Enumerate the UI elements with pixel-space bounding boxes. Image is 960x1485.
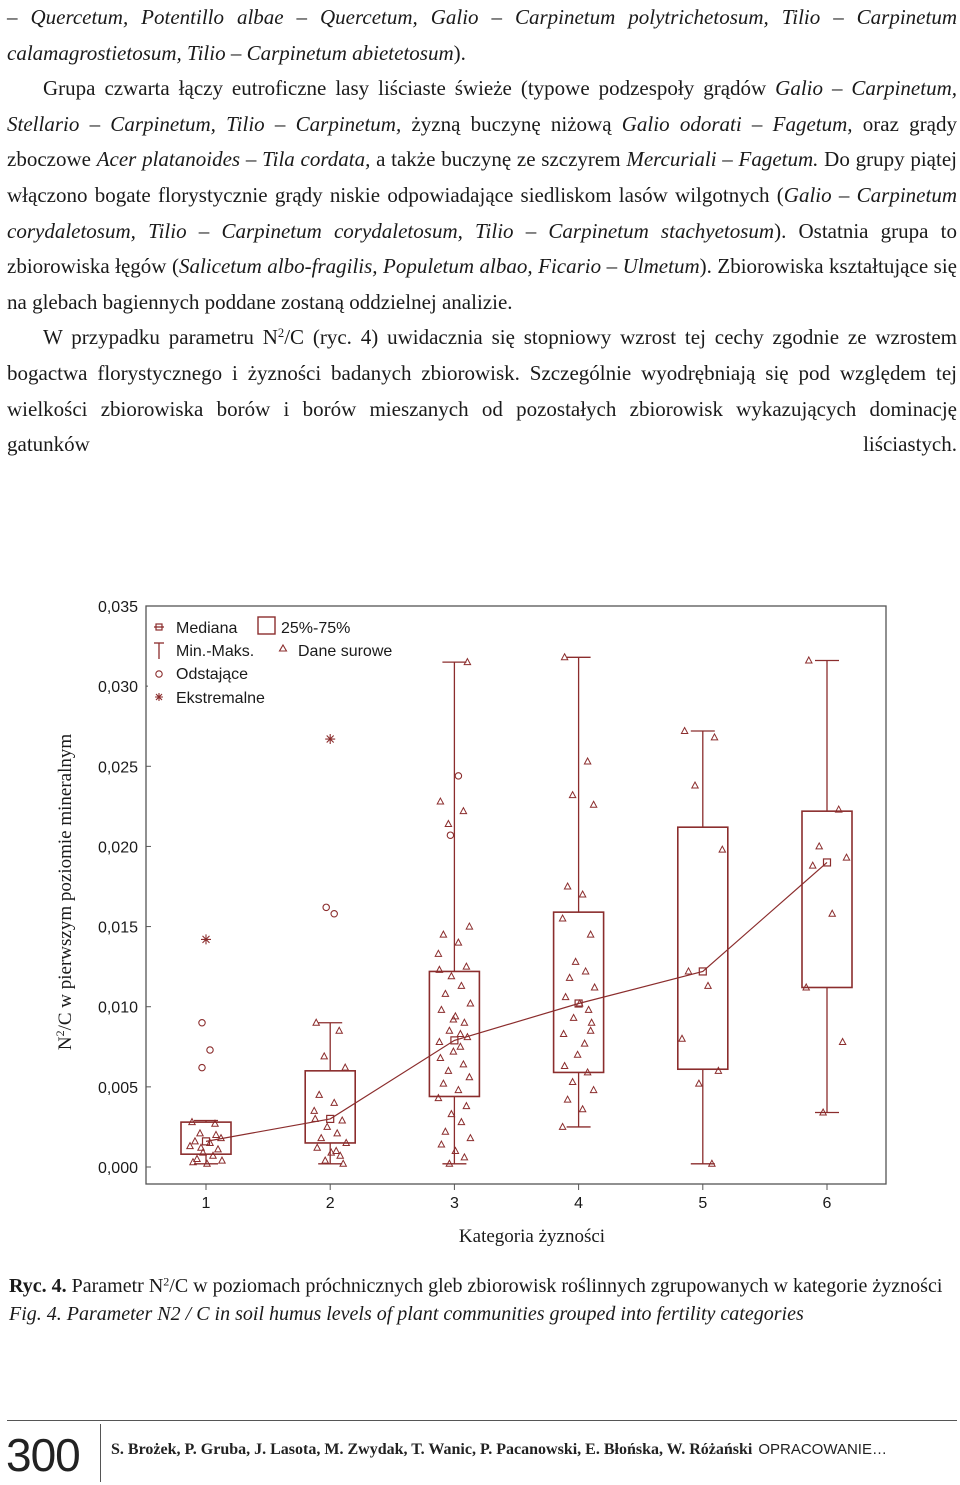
raw-point xyxy=(458,1119,464,1125)
figure-caption xyxy=(9,1272,949,1328)
raw-point xyxy=(435,950,441,956)
raw-point xyxy=(322,1157,328,1163)
raw-point xyxy=(467,1000,473,1006)
raw-point xyxy=(457,1030,463,1036)
raw-point xyxy=(446,1027,452,1033)
x-tick-label: 2 xyxy=(325,1195,335,1212)
extreme-point xyxy=(325,734,335,744)
raw-point xyxy=(318,1135,324,1141)
y-tick-label: 0,030 xyxy=(97,679,138,697)
raw-point xyxy=(215,1146,221,1152)
y-tick-label: 0,020 xyxy=(97,839,138,857)
raw-point xyxy=(314,1144,320,1150)
x-tick-label: 1 xyxy=(201,1195,211,1212)
box-series xyxy=(181,654,852,1167)
raw-point xyxy=(435,1095,441,1101)
raw-point xyxy=(450,1048,456,1054)
raw-point xyxy=(339,1117,345,1123)
legend xyxy=(148,610,410,708)
raw-point xyxy=(561,1063,567,1069)
raw-point xyxy=(197,1130,203,1136)
raw-point xyxy=(810,862,816,868)
extreme-point xyxy=(201,934,211,944)
raw-point xyxy=(324,1123,330,1129)
raw-point xyxy=(590,1087,596,1093)
raw-point xyxy=(588,1019,594,1025)
y-tick-label: 0,010 xyxy=(97,999,138,1017)
x-axis xyxy=(202,1184,832,1212)
box-iqr xyxy=(554,912,604,1072)
outlier-point xyxy=(207,1047,213,1053)
raw-point xyxy=(442,990,448,996)
raw-point xyxy=(581,1040,587,1046)
raw-point xyxy=(440,1080,446,1086)
raw-point xyxy=(336,1027,342,1033)
raw-point xyxy=(585,1006,591,1012)
raw-point xyxy=(570,1014,576,1020)
box-iqr xyxy=(802,811,852,987)
raw-point xyxy=(839,1038,845,1044)
raw-point xyxy=(579,891,585,897)
raw-point xyxy=(461,1154,467,1160)
raw-point xyxy=(448,973,454,979)
raw-point xyxy=(692,782,698,788)
raw-point xyxy=(467,1135,473,1141)
paragraph-continuation: – Quercetum, Potentillo albae – Quercetum, Galio – Carpinetum polytrichetosum, Tilio – Carpinetum calamagrostietosum, Tilio – Carpinetum abietetosum). xyxy=(7,5,958,65)
raw-point xyxy=(560,1030,566,1036)
raw-point xyxy=(582,968,588,974)
outlier-point xyxy=(199,1064,205,1070)
raw-point xyxy=(448,1111,454,1117)
raw-point xyxy=(579,1106,585,1112)
raw-point xyxy=(438,1006,444,1012)
raw-point xyxy=(440,931,446,937)
paragraph-fourth-group: Grupa czwarta łączy eutroficzne lasy liściaste świeże (typowe podzespoły grądów Galio – Carpinetum, Stellario – Carpinetum, Tilio – Carpinetum, żyzną buczynę niżową Galio odorati – Fagetum, oraz grądy zboczowe Acer platanoides – Tila cordata, a także buczynę ze szczyrem Mercuriali – Fagetum. Do grupy piątej włączono bogate florystycznie grądy niskie odpowiadające siedliskom lasów wilgotnych (Galio – Carpinetum corydaletosum, Tilio – Carpinetum corydaletosum, Tilio – Carpinetum stachyetosum). Ostatnia grupa to zbiorowiska łęgów (Salicetum albo-fragilis, Populetum albao, Ficario – Ulmetum). Zbiorowiska kształtujące się na glebach bagiennych poddane zostaną oddzielnej analizie. xyxy=(7,76,957,314)
x-tick-label: 6 xyxy=(822,1195,832,1212)
raw-point xyxy=(590,801,596,807)
x-tick-label: 3 xyxy=(449,1195,459,1212)
legend-median-label: Mediana xyxy=(176,620,238,637)
raw-point xyxy=(452,1147,458,1153)
outlier-point xyxy=(199,1020,205,1026)
raw-point xyxy=(572,958,578,964)
raw-point xyxy=(436,1038,442,1044)
outlier-point xyxy=(331,911,337,917)
raw-point xyxy=(463,1103,469,1109)
outlier-point xyxy=(323,904,329,910)
x-tick-label: 4 xyxy=(574,1195,584,1212)
y-tick-label: 0,035 xyxy=(97,599,138,616)
raw-point xyxy=(210,1152,216,1158)
x-tick-label: 5 xyxy=(698,1195,708,1212)
running-footer xyxy=(111,1441,887,1459)
outlier-point xyxy=(455,773,461,779)
raw-point xyxy=(458,982,464,988)
page-number: 300 xyxy=(6,1429,80,1481)
footer-rule xyxy=(7,1420,957,1421)
raw-point xyxy=(445,820,451,826)
paragraph-n2c: W przypadku parametru $N^2/C$ (ryc. 4) uwidacznia się stopniowy wzrost tej cechy zgodnie ze wzrostem bogactwa florystycznego i żyzności badanych zbiorowisk. Szczególnie wyodrębniają się pod względem tej wielkości zbiorowiska borów i borów mieszanych od pozostałych zbiorowisk wykazujących dominację gatunków liściastych. xyxy=(7,325,957,457)
raw-point xyxy=(466,923,472,929)
raw-point xyxy=(829,910,835,916)
raw-point xyxy=(564,1096,570,1102)
raw-point xyxy=(316,1091,322,1097)
raw-point xyxy=(559,915,565,921)
raw-point xyxy=(569,1079,575,1085)
raw-point xyxy=(559,1123,565,1129)
raw-point xyxy=(806,657,812,663)
raw-point xyxy=(679,1035,685,1041)
raw-point xyxy=(591,984,597,990)
raw-point xyxy=(311,1107,317,1113)
footer-section: OPRACOWANIE… xyxy=(758,1441,887,1458)
legend-extreme-symbol xyxy=(155,693,163,701)
raw-point xyxy=(569,792,575,798)
raw-point xyxy=(587,1027,593,1033)
raw-point xyxy=(719,846,725,852)
raw-point xyxy=(463,963,469,969)
raw-point xyxy=(816,843,822,849)
legend-whisker-label: Min.-Maks. xyxy=(176,643,255,660)
raw-point xyxy=(566,974,572,980)
raw-point xyxy=(685,968,691,974)
legend-box-label: 25%-75% xyxy=(281,620,351,637)
y-tick-label: 0,015 xyxy=(97,919,138,937)
raw-point xyxy=(333,1147,339,1153)
raw-point xyxy=(438,1141,444,1147)
raw-point xyxy=(219,1157,225,1163)
raw-point xyxy=(331,1099,337,1105)
raw-point xyxy=(455,1087,461,1093)
footer-divider xyxy=(100,1424,101,1482)
raw-point xyxy=(461,1019,467,1025)
raw-point xyxy=(437,1055,443,1061)
raw-point xyxy=(466,1074,472,1080)
raw-point xyxy=(312,1115,318,1121)
raw-point xyxy=(564,883,570,889)
x-axis-title: Kategoria żyzności xyxy=(458,1226,606,1247)
raw-point xyxy=(455,939,461,945)
footer-authors: S. Brożek, P. Gruba, J. Lasota, M. Zwydak, T. Wanic, P. Pacanowski, E. Błońska, W. Różański xyxy=(111,1441,753,1458)
raw-point xyxy=(194,1155,200,1161)
raw-point xyxy=(460,1061,466,1067)
raw-point xyxy=(574,1051,580,1057)
raw-point xyxy=(437,798,443,804)
raw-point xyxy=(681,728,687,734)
raw-point xyxy=(587,931,593,937)
raw-point xyxy=(321,1053,327,1059)
raw-point xyxy=(696,1080,702,1086)
y-tick-label: 0,025 xyxy=(97,759,138,777)
raw-point xyxy=(843,854,849,860)
legend-outlier-label: Odstające xyxy=(176,666,249,683)
raw-point xyxy=(711,734,717,740)
raw-point xyxy=(442,1128,448,1134)
raw-point xyxy=(562,994,568,1000)
median-trend-line xyxy=(206,862,827,1141)
raw-point xyxy=(705,982,711,988)
legend-extreme-label: Ekstremalne xyxy=(176,690,265,707)
raw-point xyxy=(715,1067,721,1073)
raw-point xyxy=(334,1130,340,1136)
box-iqr xyxy=(678,827,728,1069)
caption-polish: Ryc. 4. Parametr $N^2/C$ w poziomach próchnicznych gleb zbiorowisk roślinnych zgrupowanych w kategorie żyzności xyxy=(9,1274,943,1297)
raw-point xyxy=(342,1064,348,1070)
box-iqr xyxy=(305,1071,355,1143)
raw-point xyxy=(584,758,590,764)
y-tick-label: 0,005 xyxy=(97,1079,138,1097)
y-axis xyxy=(98,599,151,1177)
raw-point xyxy=(445,1067,451,1073)
caption-english: Fig. 4. Parameter N2 / C in soil humus levels of plant communities grouped into fertility categories xyxy=(9,1303,804,1325)
raw-point xyxy=(213,1131,219,1137)
legend-raw-label: Dane surowe xyxy=(298,643,393,660)
y-tick-label: 0,000 xyxy=(97,1160,138,1177)
outlier-point xyxy=(447,832,453,838)
raw-point xyxy=(192,1138,198,1144)
raw-point xyxy=(460,808,466,814)
y-axis-title: $N^2/C$ w pierwszym poziomie mineralnym xyxy=(53,733,76,1051)
